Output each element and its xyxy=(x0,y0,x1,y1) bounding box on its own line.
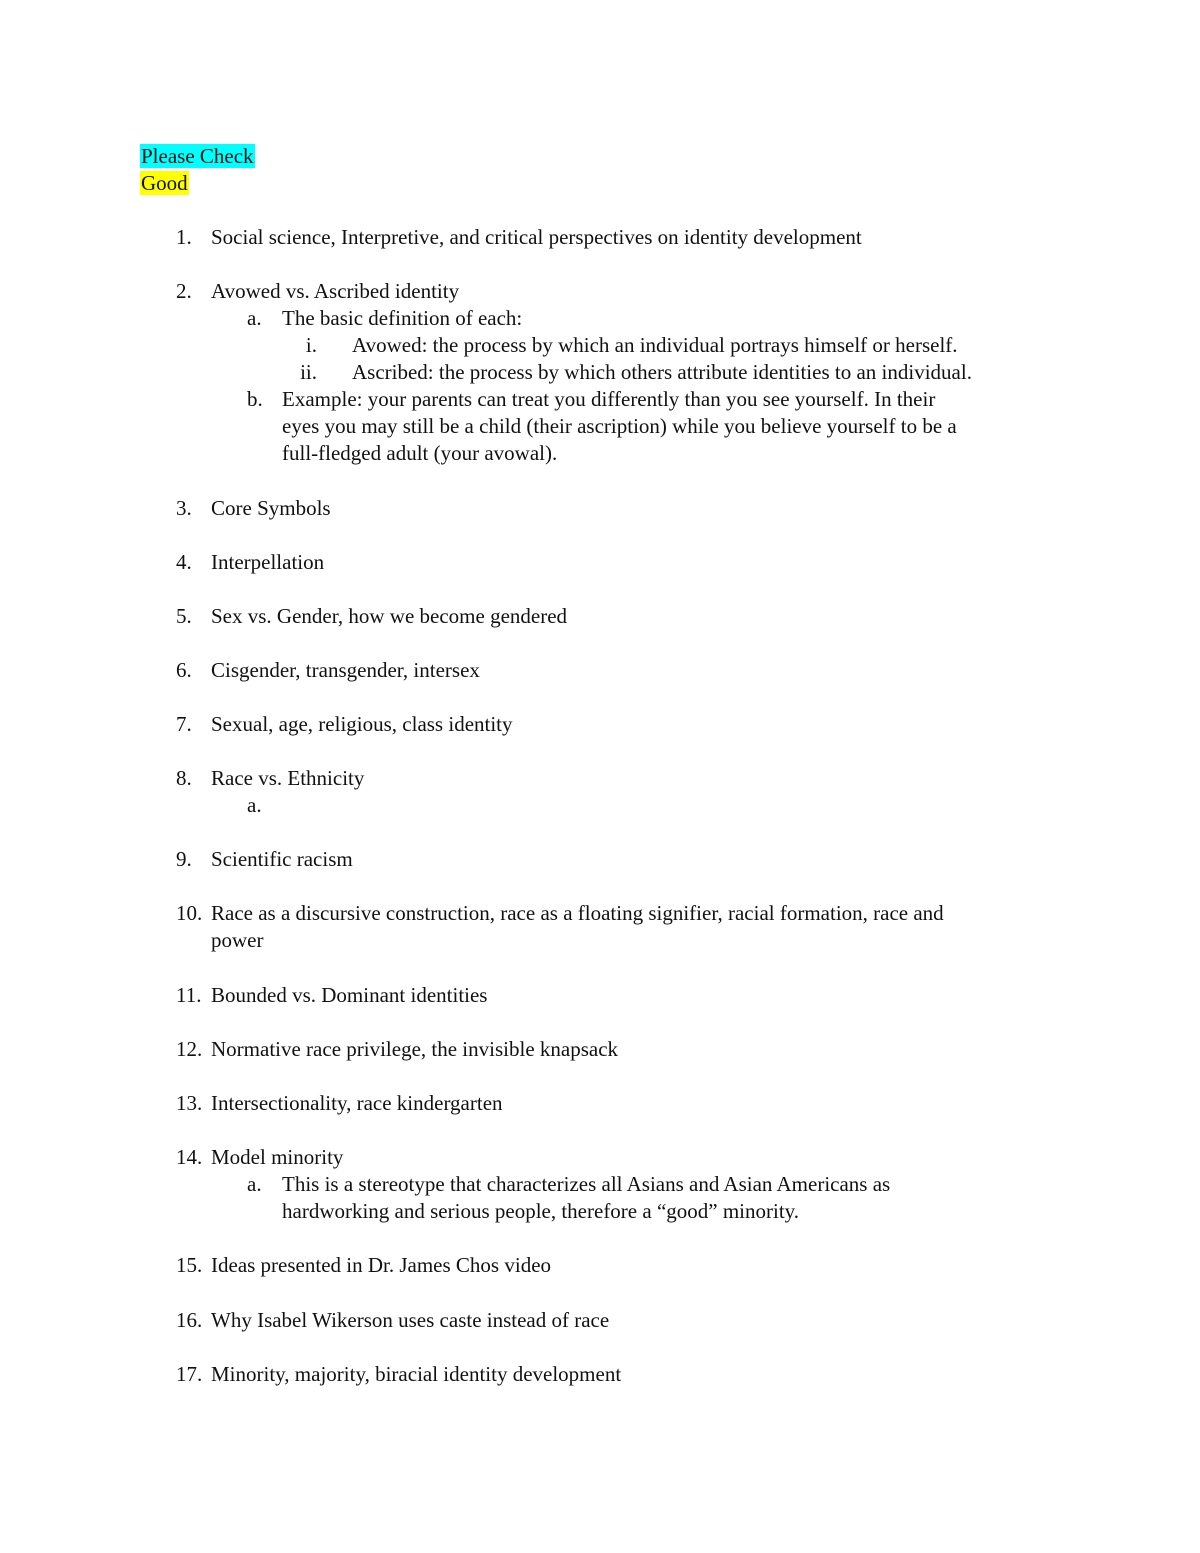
list-text: Ideas presented in Dr. James Chos video xyxy=(211,1253,552,1277)
sub-sub-list-text: Ascribed: the process by which others attribute identities to an individual. xyxy=(352,360,972,384)
please-check-line xyxy=(140,143,255,170)
list-number: 10. xyxy=(176,901,203,925)
sub-list-text: full-fledged adult (your avowal). xyxy=(282,441,558,465)
list-number: 6. xyxy=(176,658,192,682)
please-check-highlight: Please Check xyxy=(141,144,254,168)
list-text: Minority, majority, biracial identity development xyxy=(211,1362,622,1386)
sub-list-text: Example: your parents can treat you differently than you see yourself. In their xyxy=(282,387,936,411)
list-text: Intersectionality, race kindergarten xyxy=(211,1091,503,1115)
list-number: 15. xyxy=(176,1253,203,1277)
list-number: 12. xyxy=(176,1037,203,1061)
list-number: 16. xyxy=(176,1308,203,1332)
list-number: 13. xyxy=(176,1091,203,1115)
list-text: power xyxy=(211,928,264,952)
list-text: Interpellation xyxy=(211,550,325,574)
roman-numeral: ii. xyxy=(300,360,317,384)
list-number: 7. xyxy=(176,712,192,736)
sub-list-text: The basic definition of each: xyxy=(282,306,523,330)
sub-list-text: hardworking and serious people, therefore a “good” minority. xyxy=(282,1199,800,1223)
list-text: Sexual, age, religious, class identity xyxy=(211,712,513,736)
list-number: 14. xyxy=(176,1145,203,1169)
list-number: 9. xyxy=(176,847,192,871)
list-text: Scientific racism xyxy=(211,847,353,871)
sub-list-letter: a. xyxy=(247,1172,262,1196)
list-number: 5. xyxy=(176,604,192,628)
list-text: Why Isabel Wikerson uses caste instead of race xyxy=(211,1308,610,1332)
sub-list-letter: b. xyxy=(247,387,263,411)
list-text: Model minority xyxy=(211,1145,344,1169)
list-number: 2. xyxy=(176,279,192,303)
list-text: Race vs. Ethnicity xyxy=(211,766,365,790)
list-number: 11. xyxy=(176,983,202,1007)
list-number: 4. xyxy=(176,550,192,574)
list-text: Social science, Interpretive, and critical perspectives on identity development xyxy=(211,225,862,249)
sub-sub-list-text: Avowed: the process by which an individual portrays himself or herself. xyxy=(352,333,958,357)
sub-list-text: eyes you may still be a child (their ascription) while you believe yourself to be a xyxy=(282,414,957,438)
sub-list-text: This is a stereotype that characterizes all Asians and Asian Americans as xyxy=(282,1172,891,1196)
list-text: Sex vs. Gender, how we become gendered xyxy=(211,604,568,628)
list-text: Core Symbols xyxy=(211,496,331,520)
list-text: Race as a discursive construction, race as a floating signifier, racial formation, race and xyxy=(211,901,944,925)
list-text: Bounded vs. Dominant identities xyxy=(211,983,488,1007)
list-text: Cisgender, transgender, intersex xyxy=(211,658,480,682)
list-text: Normative race privilege, the invisible knapsack xyxy=(211,1037,619,1061)
list-number: 8. xyxy=(176,766,192,790)
list-text: Avowed vs. Ascribed identity xyxy=(211,279,460,303)
sub-list-letter: a. xyxy=(247,306,262,330)
list-number: 3. xyxy=(176,496,192,520)
good-line xyxy=(140,170,189,197)
sub-list-letter: a. xyxy=(247,793,262,817)
roman-numeral: i. xyxy=(305,333,317,357)
list-number: 1. xyxy=(176,225,192,249)
good-highlight: Good xyxy=(141,171,188,195)
list-number: 17. xyxy=(176,1362,203,1386)
